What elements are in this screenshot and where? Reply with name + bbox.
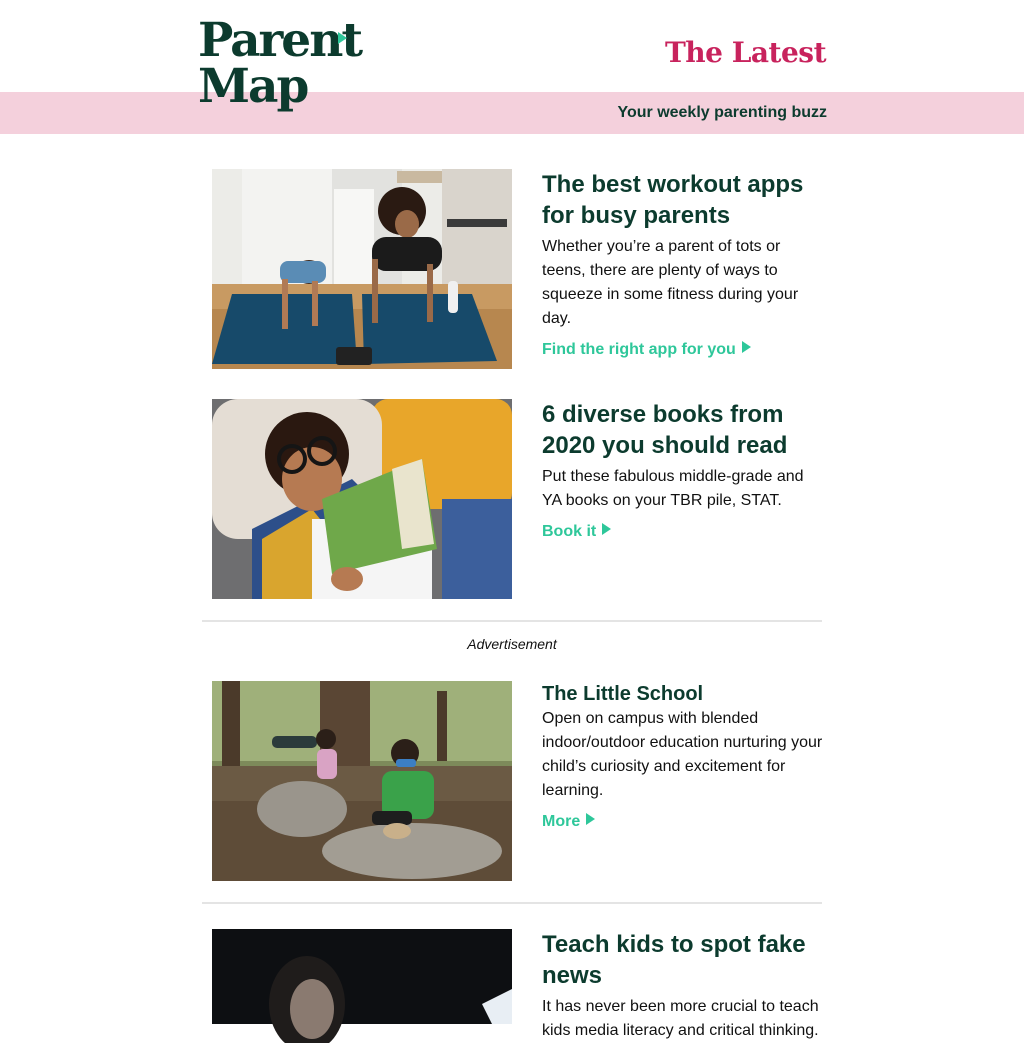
school-kids-photo bbox=[212, 681, 512, 881]
article-cta-link[interactable] bbox=[542, 523, 611, 541]
article-text bbox=[542, 399, 824, 541]
logo-play-icon bbox=[338, 32, 347, 44]
workout-photo bbox=[212, 169, 512, 369]
ad-title[interactable]: The Little School bbox=[542, 683, 704, 705]
cta-label: Find the right app for you bbox=[542, 341, 736, 358]
article-fake-news bbox=[212, 929, 824, 1039]
article-description: It has never been more crucial to teach kids media literacy and critical thinking. bbox=[542, 998, 819, 1039]
article-description: Put these fabulous middle-grade and YA books on your TBR pile, STAT. bbox=[542, 468, 804, 509]
article-image-books[interactable] bbox=[212, 399, 512, 599]
article-text bbox=[542, 169, 824, 359]
divider bbox=[202, 620, 822, 622]
tagline: Your weekly parenting buzz bbox=[617, 104, 827, 121]
ad-text bbox=[542, 681, 824, 831]
logo-word-map: Map bbox=[198, 59, 308, 114]
article-workout-apps bbox=[212, 169, 824, 369]
ad-little-school bbox=[212, 681, 824, 881]
logo-word-parent: Parent bbox=[198, 13, 362, 68]
section-title: The Latest bbox=[664, 36, 826, 69]
ad-cta-link[interactable] bbox=[542, 813, 595, 831]
advertisement-label: Advertisement bbox=[467, 636, 557, 652]
girl-laptop-photo bbox=[212, 929, 512, 1024]
article-description: Whether you’re a parent of tots or teens, there are plenty of ways to squeeze in some fitness during your day. bbox=[542, 238, 799, 327]
divider bbox=[202, 902, 822, 904]
play-arrow-icon bbox=[742, 341, 751, 353]
cta-label: More bbox=[542, 813, 581, 830]
article-title[interactable]: 6 diverse books from 2020 you should read bbox=[542, 401, 788, 459]
cta-label: Book it bbox=[542, 523, 597, 540]
article-diverse-books bbox=[212, 399, 824, 599]
article-title[interactable]: Teach kids to spot fake news bbox=[542, 931, 806, 989]
article-text bbox=[542, 929, 824, 1043]
reading-child-photo bbox=[212, 399, 512, 599]
play-arrow-icon bbox=[586, 813, 595, 825]
article-image-workout[interactable] bbox=[212, 169, 512, 369]
play-arrow-icon bbox=[602, 523, 611, 535]
parentmap-logo[interactable] bbox=[198, 13, 362, 120]
ad-image[interactable] bbox=[212, 681, 512, 881]
tagline-band bbox=[0, 92, 1024, 134]
ad-description: Open on campus with blended indoor/outdoor education nurturing your child’s curiosity and excitement for learning. bbox=[542, 710, 823, 799]
article-image-fake-news[interactable] bbox=[212, 929, 512, 1024]
article-title[interactable]: The best workout apps for busy parents bbox=[542, 171, 804, 229]
article-cta-link[interactable] bbox=[542, 341, 751, 359]
